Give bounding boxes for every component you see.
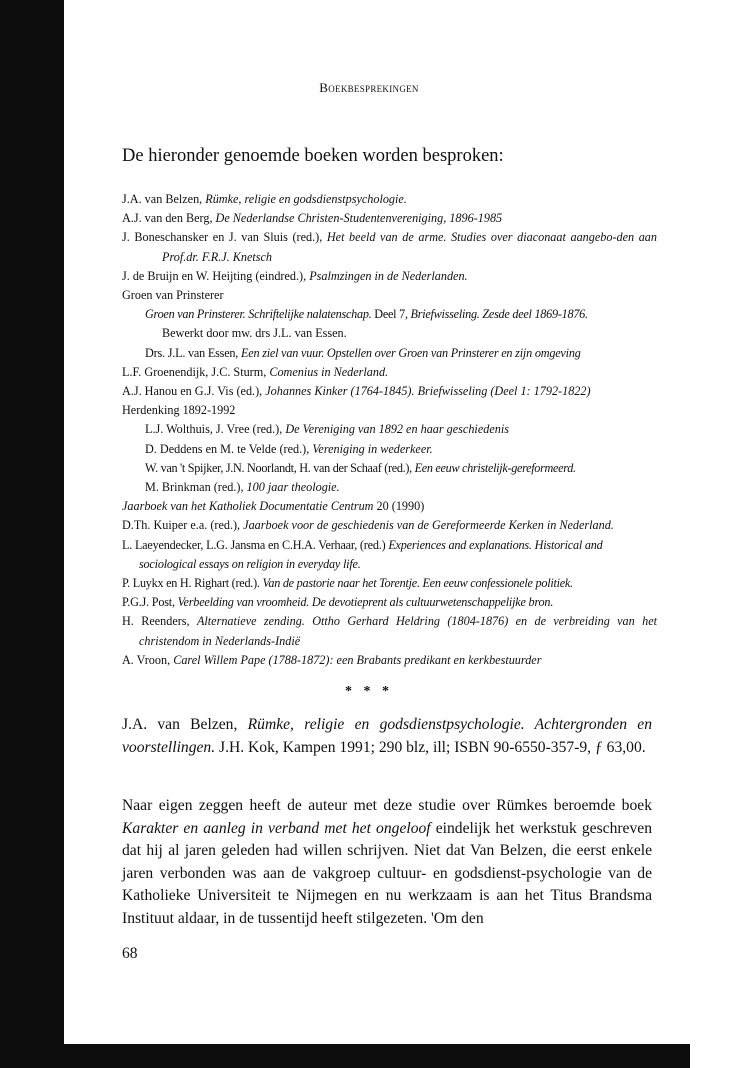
list-item: Drs. J.L. van Essen, Een ziel van vuur. Opstellen over Groen van Prinsterer en zijn omgeving [145, 345, 581, 360]
list-item: L. Laeyendecker, L.G. Jansma en C.H.A. Verhaar, (red.) Experiences and explanations. Historical and sociological essays on religion in everyday life. [122, 537, 603, 571]
review-author: J.A. van Belzen, [122, 716, 248, 733]
list-item: Herdenking 1892-1992 [122, 403, 236, 418]
list-item: A.J. Hanou en G.J. Vis (ed.), Johannes Kinker (1764-1845). Briefwisseling (Deel 1: 1792-1822) [122, 384, 591, 399]
scan-bottom-edge [0, 1044, 690, 1068]
page-number: 68 [122, 945, 138, 962]
list-item: W. van 't Spijker, J.N. Noorlandt, H. van der Schaaf (red.), Een eeuw christelijk-gereformeerd. [145, 460, 576, 475]
list-item: Jaarboek van het Katholiek Documentatie Centrum 20 (1990) [122, 499, 425, 514]
intro-sentence: De hieronder genoemde boeken worden besproken: [122, 146, 504, 166]
section-separator: * * * [345, 684, 393, 699]
list-item: J. Boneschansker en J. van Sluis (red.), Het beeld van de arme. Studies over diaconaat aangebo-den aan Prof.dr. F.R.J. Knetsch [122, 230, 657, 264]
list-item: Groen van Prinsterer. Schriftelijke nalatenschap. Deel 7, Briefwisseling. Zesde deel 1869-1876. [145, 307, 588, 322]
review-citation [122, 714, 652, 759]
list-item: Bewerkt door mw. drs J.L. van Essen. [162, 326, 347, 341]
list-item: A.J. van den Berg, De Nederlandse Christen-Studentenvereniging, 1896-1985 [122, 211, 503, 226]
list-item: J. de Bruijn en W. Heijting (eindred.), Psalmzingen in de Nederlanden. [122, 268, 468, 283]
review-body: Naar eigen zeggen heeft de auteur met deze studie over Rümkes beroemde boek Karakter en aanleg in verband met het ongeloof eindelijk het werkstuk geschreven dat hij al jaren geleden had willen schrijven. Niet dat Van Belzen, die eerst enkele jaren verbonden was aan de vakgroep cultuur- en godsdienst-psychologie van de Katholieke Universiteit te Nijmegen en nu werkzaam is aan het Titus Brandsma Instituut aldaar, in de tussentijd heeft stilgezeten. 'Om den [122, 797, 652, 927]
list-item: L.J. Wolthuis, J. Vree (red.), De Vereniging van 1892 en haar geschiedenis [145, 422, 509, 437]
book-list [122, 190, 657, 670]
list-item: M. Brinkman (red.), 100 jaar theologie. [145, 480, 340, 495]
list-item: P.G.J. Post, Verbeelding van vroomheid. De devotieprent als cultuurwetenschappelijke bron. [122, 595, 554, 610]
review-publication: J.H. Kok, Kampen 1991; 290 blz, ill; ISBN 90-6550-357-9, ƒ 63,00. [215, 738, 646, 756]
list-item: Groen van Prinsterer [122, 288, 224, 303]
list-item: H. Reenders, Alternatieve zending. Ottho Gerhard Heldring (1804-1876) en de verbreiding van het christendom in Nederlands-Indië [122, 614, 657, 648]
list-item: J.A. van Belzen, Rümke, religie en godsdienstpsychologie. [122, 192, 407, 206]
list-item: D.Th. Kuiper e.a. (red.), Jaarboek voor de geschiedenis van de Gereformeerde Kerken in Nederland. [122, 518, 614, 533]
running-head: Boekbesprekingen [319, 80, 419, 95]
list-item: L.F. Groenendijk, J.C. Sturm, Comenius in Nederland. [122, 364, 389, 379]
list-item: D. Deddens en M. te Velde (red.), Vereniging in wederkeer. [145, 441, 433, 456]
list-item: P. Luykx en H. Righart (red.). Van de pastorie naar het Torentje. Een eeuw confessionele politiek. [122, 576, 573, 591]
scan-left-edge [0, 0, 64, 1068]
list-item: A. Vroon, Carel Willem Pape (1788-1872): een Brabants predikant en kerkbestuurder [122, 652, 542, 667]
review-title: Rümke, religie en godsdienstpsychologie. Achtergronden en voorstellingen. [122, 716, 652, 756]
